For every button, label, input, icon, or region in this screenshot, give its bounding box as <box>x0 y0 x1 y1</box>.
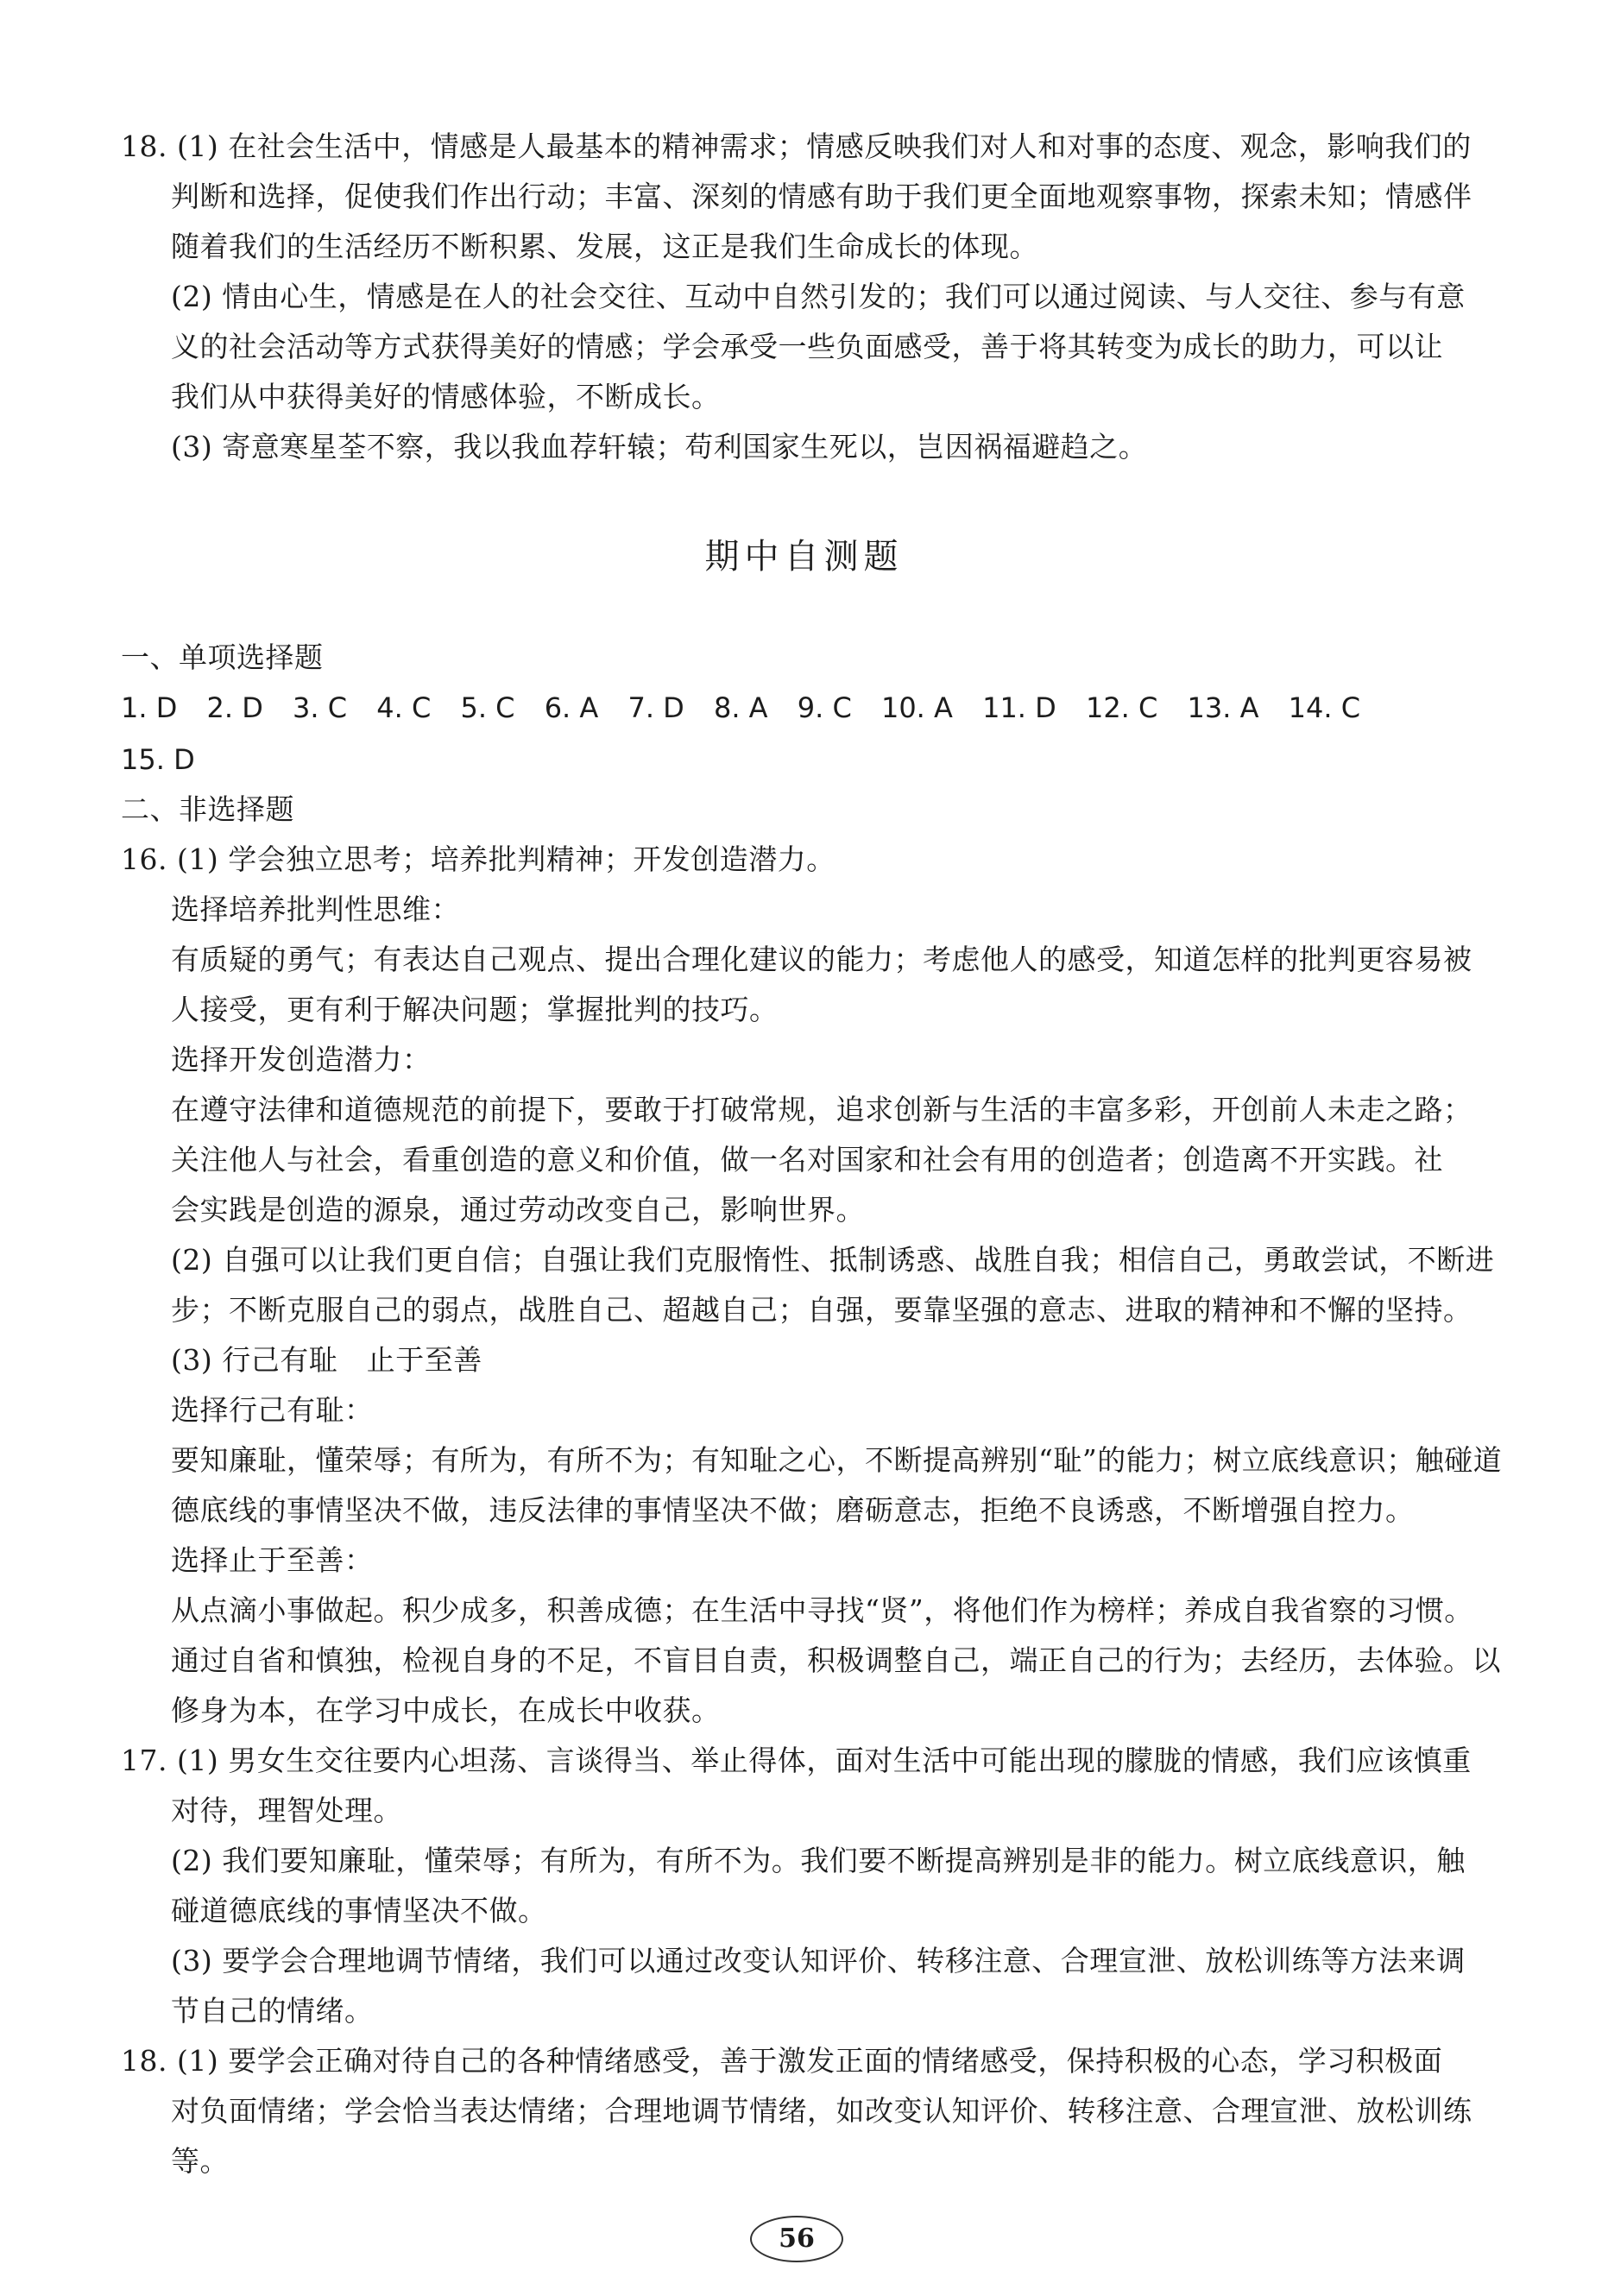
mc-answer: 7. D <box>627 691 684 724</box>
q18-prev-line-3: 随着我们的生活经历不断积累、发展，这正是我们生命成长的体现。 <box>171 230 1038 263</box>
q18-line: 等。 <box>171 2144 229 2178</box>
q18-prev-line-5: 义的社会活动等方式获得美好的情感；学会承受一些负面感受，善于将其转变为成长的助力，可以让 <box>171 330 1443 363</box>
q16-line: 关注他人与社会，看重创造的意义和价值，做一名对国家和社会有用的创造者；创造离不开实践。社 <box>171 1143 1443 1176</box>
q17-line: 节自己的情绪。 <box>171 1994 374 2028</box>
q16-line: 通过自省和慎独，检视自身的不足，不盲目自责，积极调整自己，端正自己的行为；去经历，去体验。以 <box>171 1643 1501 1677</box>
mc-answer: 3. C <box>293 691 348 724</box>
mc-answer-last: 15. D <box>121 743 195 776</box>
mc-answer: 1. D <box>121 691 178 724</box>
q16-line: 选择培养批判性思维： <box>171 893 460 926</box>
q18-prev-line-1: 18. (1) 在社会生活中，情感是人最基本的精神需求；情感反映我们对人和对事的态度、观念，影响我们的 <box>121 129 1472 163</box>
mc-answer: 2. D <box>206 691 263 724</box>
mc-answer: 12. C <box>1085 691 1158 724</box>
mc-answer: 6. A <box>544 691 599 724</box>
q16-line: 人接受，更有利于解决问题；掌握批判的技巧。 <box>171 993 779 1026</box>
q16-line: 修身为本，在学习中成长，在成长中收获。 <box>171 1694 721 1727</box>
mc-answer: 9. C <box>797 691 852 724</box>
q18-prev-line-2: 判断和选择，促使我们作出行动；丰富、深刻的情感有助于我们更全面地观察事物，探索未知；情感伴 <box>171 180 1472 213</box>
q16-line: 在遵守法律和道德规范的前提下，要敢于打破常规，追求创新与生活的丰富多彩，开创前人未走之路； <box>171 1093 1472 1126</box>
mc-answer: 10. A <box>880 691 953 724</box>
q18-prev-line-6: 我们从中获得美好的情感体验，不断成长。 <box>171 380 721 413</box>
mc-answer: 11. D <box>982 691 1056 724</box>
q16-line: 选择行己有耻： <box>171 1393 374 1427</box>
q16-line: (2) 自强可以让我们更自信；自强让我们克服惰性、抵制诱惑、战胜自我；相信自己，勇敢尝试，不断进 <box>171 1243 1495 1277</box>
q17-line: 碰道德底线的事情坚决不做。 <box>171 1894 547 1927</box>
mc-answer: 14. C <box>1288 691 1361 724</box>
q16-line: 从点滴小事做起。积少成多，积善成德；在生活中寻找“贤”，将他们作为榜样；养成自我省察的习惯。 <box>171 1593 1473 1627</box>
q18-prev-line-4: (2) 情由心生，情感是在人的社会交往、互动中自然引发的；我们可以通过阅读、与人交往、参与有意 <box>171 280 1466 313</box>
q16-line: 选择开发创造潜力： <box>171 1043 432 1076</box>
mc-answer: 4. C <box>376 691 432 724</box>
q17-line: 17. (1) 男女生交往要内心坦荡、言谈得当、举止得体，面对生活中可能出现的朦胧的情感，我们应该慎重 <box>121 1744 1472 1777</box>
q17-line: (3) 要学会合理地调节情绪，我们可以通过改变认知评价、转移注意、合理宣泄、放松训练等方法来调 <box>171 1944 1466 1977</box>
mc-answer-row <box>121 684 1381 732</box>
page-number: 56 <box>750 2216 843 2262</box>
q17-line: (2) 我们要知廉耻，懂荣辱；有所为，有所不为。我们要不断提高辨别是非的能力。树立底线意识，触 <box>171 1844 1466 1877</box>
q18-line: 对负面情绪；学会恰当表达情绪；合理地调节情绪，如改变认知评价、转移注意、合理宣泄、放松训练 <box>171 2094 1472 2128</box>
mc-answer: 8. A <box>713 691 768 724</box>
q16-line: (3) 行己有耻 止于至善 <box>171 1343 482 1377</box>
q17-line: 对待，理智处理。 <box>171 1794 402 1827</box>
mc-answer: 13. A <box>1187 691 1259 724</box>
q16-line: 步；不断克服自己的弱点，战胜自己、超越自己；自强，要靠坚强的意志、进取的精神和不懈的坚持。 <box>171 1293 1472 1327</box>
q16-line: 选择止于至善： <box>171 1543 374 1577</box>
section-title: 期中自测题 <box>704 537 904 577</box>
mc-answer: 5. C <box>460 691 515 724</box>
q16-line: 德底线的事情坚决不做，违反法律的事情坚决不做；磨砺意志，拒绝不良诱惑，不断增强自控力。 <box>171 1493 1415 1527</box>
q18-line: 18. (1) 要学会正确对待自己的各种情绪感受，善于激发正面的情绪感受，保持积极的心态，学习积极面 <box>121 2044 1443 2078</box>
q16-line: 会实践是创造的源泉，通过劳动改变自己，影响世界。 <box>171 1193 865 1227</box>
q16-line: 16. (1) 学会独立思考；培养批判精神；开发创造潜力。 <box>121 842 836 876</box>
q18-prev-line-7: (3) 寄意寒星荃不察，我以我血荐轩辕；苟利国家生死以，岂因祸福避趋之。 <box>171 430 1148 464</box>
part1-heading: 一、单项选择题 <box>121 640 324 674</box>
q16-line: 要知廉耻，懂荣辱；有所为，有所不为；有知耻之心，不断提高辨别“耻”的能力；树立底线意识；触碰道 <box>171 1443 1503 1477</box>
q16-line: 有质疑的勇气；有表达自己观点、提出合理化建议的能力；考虑他人的感受，知道怎样的批判更容易被 <box>171 943 1472 976</box>
part2-heading: 二、非选择题 <box>121 792 294 826</box>
